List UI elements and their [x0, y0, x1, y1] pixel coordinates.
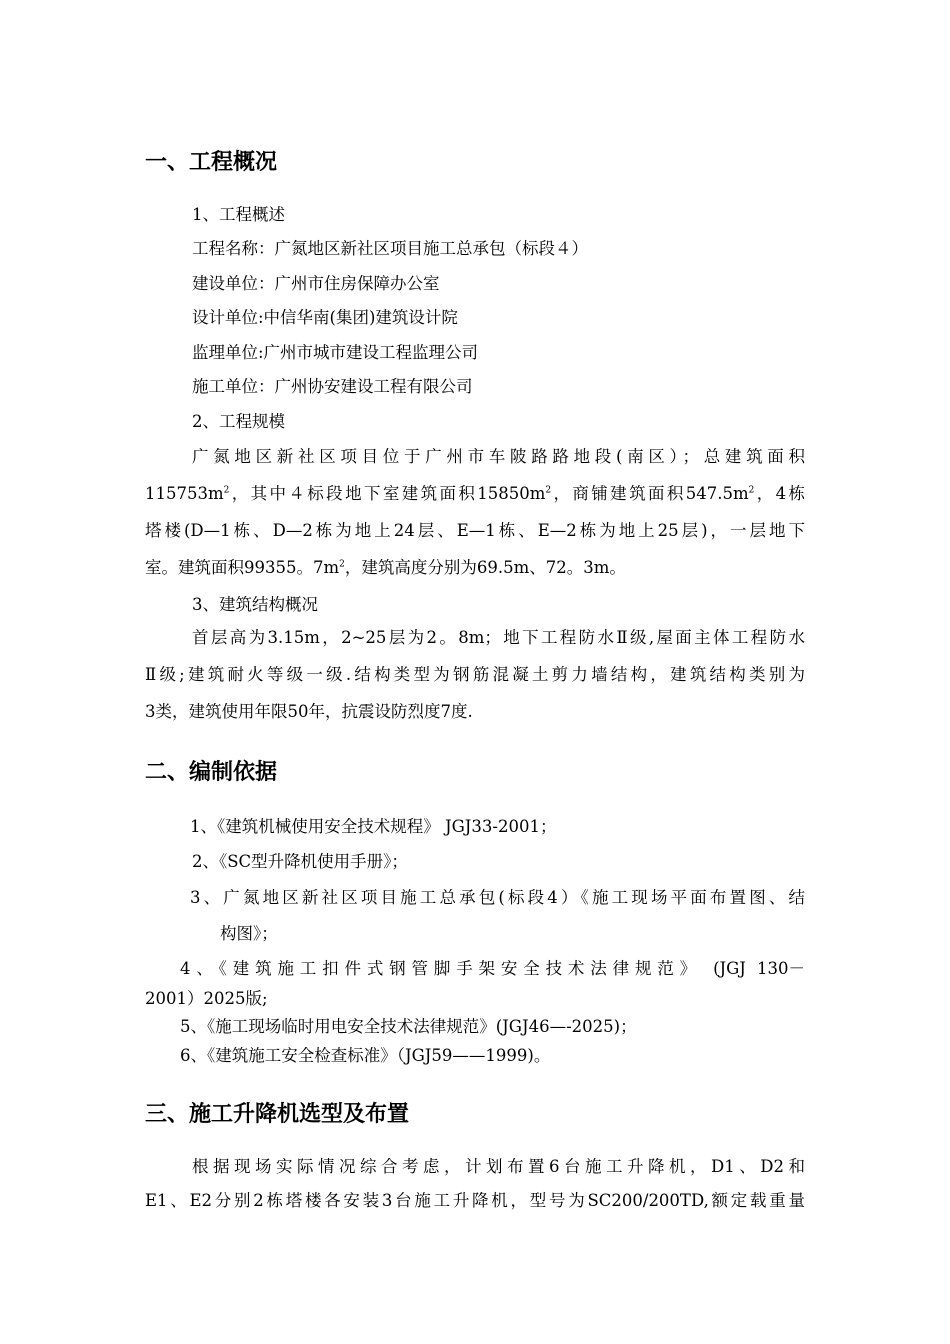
section-heading-selection: 三、施工升降机选型及布置: [145, 1102, 410, 1127]
subsection-title: 2、工程规模: [192, 412, 285, 431]
scale-paragraph-line: $115753m^2$，其中４标段地下室建筑面积$15850m^2$，商铺建筑面积$547.5m^2$，4栋: [145, 484, 805, 503]
basis-item: 4、《建筑施工扣件式钢管脚手架安全技术法律规范》 (JGJ 130－: [180, 959, 805, 978]
scale-paragraph-line: 室。建筑面积99355。$7m^2$，建筑高度分别为69.5m、72。3m。: [145, 558, 626, 577]
scale-paragraph-line: 广氮地区新社区项目位于广州市车陂路路地段(南区）；总建筑面积: [192, 447, 805, 466]
basis-item: 2001）2025版;: [145, 989, 268, 1008]
structure-paragraph-line: Ⅱ级;建筑耐火等级一级.结构类型为钢筋混凝土剪力墙结构，建筑结构类别为: [145, 665, 805, 684]
section-heading-basis: 二、编制依据: [145, 760, 278, 785]
subsection-title: 3、建筑结构概况: [192, 595, 318, 614]
selection-paragraph-line: E1、E2分别2栋塔楼各安装3台施工升降机，型号为SC200/200TD,额定载重量: [145, 1191, 805, 1210]
scale-paragraph-line: 塔楼(D—1栋、D—2栋为地上24层、E—1栋、E—2栋为地上25层)，一层地下: [145, 521, 805, 540]
basis-item: 2、《SC型升降机使用手册》；: [192, 852, 408, 871]
structure-paragraph-line: 首层高为3.15m，2~25层为2。8m；地下工程防水Ⅱ级,屋面主体工程防水: [192, 628, 805, 647]
basis-item: 构图》；: [220, 924, 278, 943]
supervision-unit: 监理单位:广州市城市建设工程监理公司: [192, 343, 479, 362]
basis-item: 6、《建筑施工安全检查标准》（JGJ59——1999)。: [180, 1046, 551, 1065]
section-heading-overview: 一、工程概况: [145, 150, 278, 175]
basis-item: 3、广氮地区新社区项目施工总承包(标段4）《施工现场平面布置图、结: [190, 888, 805, 907]
owner-unit: 建设单位：广州市住房保障办公室: [192, 274, 440, 293]
design-unit: 设计单位:中信华南(集团)建筑设计院: [192, 308, 458, 327]
subsection-title: 1、工程概述: [192, 205, 285, 224]
selection-paragraph-line: 根据现场实际情况综合考虑，计划布置6台施工升降机，D1、D2和: [192, 1157, 805, 1176]
basis-item: 5、《施工现场临时用电安全技术法律规范》(JGJ46—-2025)；: [180, 1017, 637, 1036]
structure-paragraph-line: 3类，建筑使用年限50年，抗震设防烈度7度.: [145, 702, 473, 721]
construction-unit: 施工单位：广州协安建设工程有限公司: [192, 377, 473, 396]
project-name: 工程名称：广氮地区新社区项目施工总承包（标段４）: [192, 239, 588, 258]
basis-item: 1、《建筑机械使用安全技术规程》 JGJ33-2001；: [190, 817, 557, 836]
